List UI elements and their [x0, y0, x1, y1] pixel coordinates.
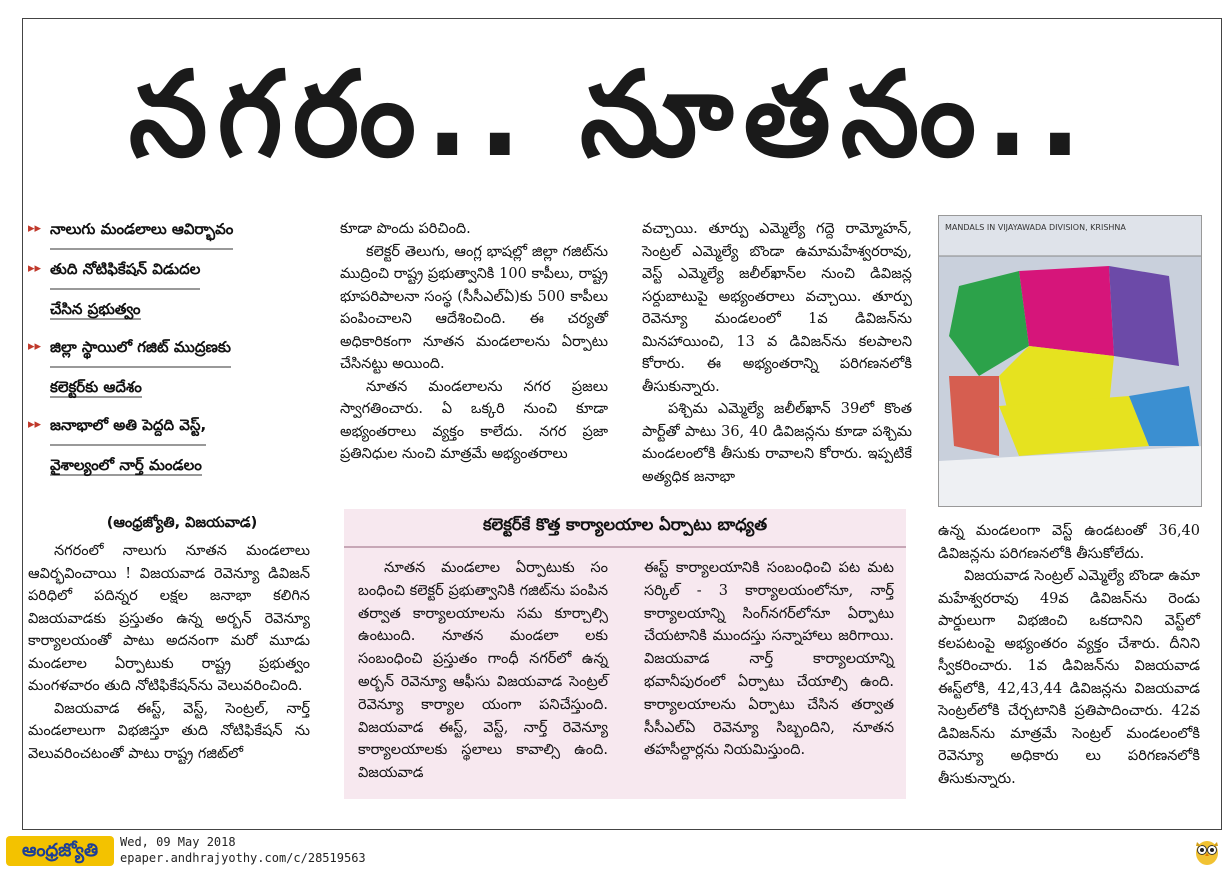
sidebar-box	[344, 509, 906, 799]
dateline: (ఆంధ్రజ్యోతి, విజయవాడ)	[106, 515, 258, 531]
paragraph: విజయవాడ ఈస్ట్‌, వెస్ట్‌, సెంట్రల్‌, నార్త్‌ మండలాలుగా విభజిస్తూ తుది నోటిఫికేషన్‌ ను వెలువరించటంతో పాటు రాష్ట్ర గజిట్‌లో	[28, 700, 310, 762]
andhrajyothy-logo[interactable]: ఆంధ్రజ్యోతి	[6, 836, 114, 866]
footer-url[interactable]: epaper.andhrajyothy.com/c/28519563	[120, 851, 366, 865]
article-column-2	[340, 218, 608, 466]
headline: నగరం.. నూతనం..	[128, 46, 1092, 184]
double-arrow-icon: ▸▸	[28, 417, 42, 432]
box-column-2	[644, 557, 894, 762]
paragraph: విజయవాడ సెంట్రల్‌ ఎమ్మెల్యే బొండా ఉమా మహేశ్వరరావు 49వ డివిజన్‌ను రెండు పార్డులుగా విభజించి ఒకదానిని వెస్ట్‌లో కలపటంపై అభ్యంతరం వ్యక్తం చేశారు. దీనిని స్వీకరించారు. 1వ డివిజన్‌ను విజయవాడ ఈస్ట్‌లోకి, 42,43,44 డివిజన్లను విజయవాడ సెంట్రల్‌లోకి చేర్చటానికి ప్రతిపాదించారు. 42వ డివిజన్‌ను మాత్రమే సెంట్రల్‌ మండలంలోకి రెవెన్యూ అధికారు లు పరిగణనలోకి తీసుకున్నారు.	[938, 568, 1200, 787]
highlight-text-cont: కలెక్టర్‌కు ఆదేశం	[50, 378, 142, 396]
highlight-item	[28, 210, 303, 250]
highlights-list	[28, 210, 303, 484]
mandal-map-image	[938, 215, 1202, 507]
article-column-1	[28, 540, 310, 765]
footer-meta	[120, 834, 366, 866]
map-graphic	[939, 216, 1202, 507]
highlight-text-cont: చేసిన ప్రభుత్వం	[50, 300, 141, 318]
paragraph: నూతన మండలాల ఏర్పాటుకు సం బంధించి కలెక్టర్‌ ప్రభుత్వానికి గజిట్‌ను పంపిన తర్వాత కార్యాలయాలను సమ కూర్చాల్సి ఉంటుంది. నూతన మండలా లకు సంబంధించి ప్రస్తుతం గాంధీ నగర్‌లో ఉన్న అర్బన్‌ రెవెన్యూ ఆఫీసు విజయవాడ సెంట్రల్‌ రెవెన్యూ కార్యాల యంగా పనిచేస్తుంది. విజయవాడ ఈస్ట్‌, వెస్ట్‌, నార్త్‌ రెవెన్యూ కార్యాలయాలకు స్థలాలు కావాల్సి ఉంది. విజయవాడ	[358, 560, 608, 782]
highlight-text: నాలుగు మండలాలు ఆవిర్భావం	[50, 210, 233, 250]
double-arrow-icon: ▸▸	[28, 339, 42, 354]
highlight-item	[28, 250, 303, 290]
paragraph: ఈస్ట్‌ కార్యాలయానికి సంబంధించి పట మట సర్కిల్‌ - 3 కార్యాలయంలోనూ, నార్త్‌ కార్యాలయాన్ని సింగ్‌నగర్‌లోనూ ఏర్పాటు చేయటానికి ముందస్తు సన్నాహాలు జరిగాయి. విజయవాడ నార్త్‌ కార్యాలయాన్ని భవానీపురంలో ఏర్పాటు చేయాల్సి ఉంది. కార్యాలయాలను ఏర్పాటు చేసిన తర్వాత సీసీఎల్‌ఏ రెవెన్యూ సిబ్బందిని, నూతన తహసీల్దార్లను నియమిస్తుంది.	[644, 560, 894, 759]
highlight-text: తుది నోటిఫికేషన్‌ విడుదల	[50, 250, 200, 290]
article-column-3	[642, 218, 912, 488]
paragraph: వచ్చాయి. తూర్పు ఎమ్మెల్యే గద్దె రామ్మోహన్‌, సెంట్రల్‌ ఎమ్మెల్యే బొండా ఉమామహేశ్వరరావు, వెస్ట్‌ ఎమ్మెల్యే జలీల్‌ఖాన్‌ల నుంచి డివిజన్ల సర్దుబాటుపై అభ్యంతరాలు వచ్చాయి. తూర్పు రెవెన్యూ మండలంలో 1వ డివిజన్‌ను మినహాయించి, 13 వ డివిజన్‌ను కలపాలని కోరారు. ఈ అభ్యంతరాన్ని పరిగణనలోకి తీసుకున్నారు.	[642, 221, 912, 395]
map-caption: MANDALS IN VIJAYAWADA DIVISION, KRISHNA	[945, 223, 1126, 232]
box-divider	[344, 546, 906, 548]
footer	[0, 832, 1229, 872]
paragraph: పశ్చిమ ఎమ్మెల్యే జలీల్‌ఖాన్‌ 39లో కొంత పార్ట్‌తో పాటు 36, 40 డివిజన్లను కూడా పశ్చిమ మండలంలోకి తీసుకు రావాలని కోరారు. ఇప్పటికే అత్యధిక జనాభా	[642, 401, 912, 485]
owl-icon[interactable]	[1192, 836, 1222, 866]
paragraph: కలెక్టర్‌ తెలుగు, ఆంగ్ల భాషల్లో జిల్లా గజిట్‌ను ముద్రించి రాష్ట్ర ప్రభుత్వానికి 100 కాపీలు, రాష్ట్ర భూపరిపాలనా సంస్థ (సీసీఎల్‌ఏ)కు 500 కాపీలు పంపించాలని ఆదేశించింది. ఈ చర్యతో అధికారికంగా నూతన మండలాలను ఏర్పాటు చేసినట్టు అయింది.	[340, 243, 608, 372]
highlight-item	[28, 328, 303, 368]
double-arrow-icon: ▸▸	[28, 221, 42, 236]
highlight-text: జనాభాలో అతి పెద్దది వెస్ట్‌,	[50, 406, 206, 446]
paragraph: కూడా పొందు పరిచింది.	[340, 221, 471, 237]
box-column-1	[358, 557, 608, 785]
paragraph: నగరంలో నాలుగు నూతన మండలాలు ఆవిర్భవించాయి ! విజయవాడ రెవెన్యూ డివిజన్‌ పరిధిలో పదిన్నర లక్షల జనాభా కలిగిన విజయవాడకు ప్రస్తుతం ఉన్న అర్బన్‌ రెవెన్యూ కార్యాలయంతో పాటు అదనంగా మరో మూడు మండలాల ఏర్పాటుకు రాష్ట్ర ప్రభుత్వం మంగళవారం తుది నోటిఫికేషన్‌ను వెలువరించింది.	[28, 543, 310, 694]
footer-date: Wed, 09 May 2018	[120, 835, 236, 849]
highlight-text: జిల్లా స్థాయిలో గజిట్‌ ముద్రణకు	[50, 328, 231, 368]
paragraph: ఉన్న మండలంగా వెస్ట్‌ ఉండటంతో 36,40 డివిజన్లను పరిగణనలోకి తీసుకోలేదు.	[938, 523, 1200, 562]
highlight-item	[28, 406, 303, 446]
paragraph: నూతన మండలాలను నగర ప్రజలు స్వాగతించారు. ఏ ఒక్కరి నుంచి కూడా అభ్యంతరాలు వ్యక్తం కాలేదు. నగర ప్రజా ప్రతినిధుల నుంచి మాత్రమే అభ్యంతరాలు	[340, 378, 608, 462]
article-column-4	[938, 520, 1200, 790]
box-title: కలెక్టర్‌కే కొత్త కార్యాలయాల ఏర్పాటు బాధ్యత	[482, 515, 768, 534]
double-arrow-icon: ▸▸	[28, 261, 42, 276]
highlight-text-cont: వైశాల్యంలో నార్త్‌ మండలం	[50, 456, 202, 474]
